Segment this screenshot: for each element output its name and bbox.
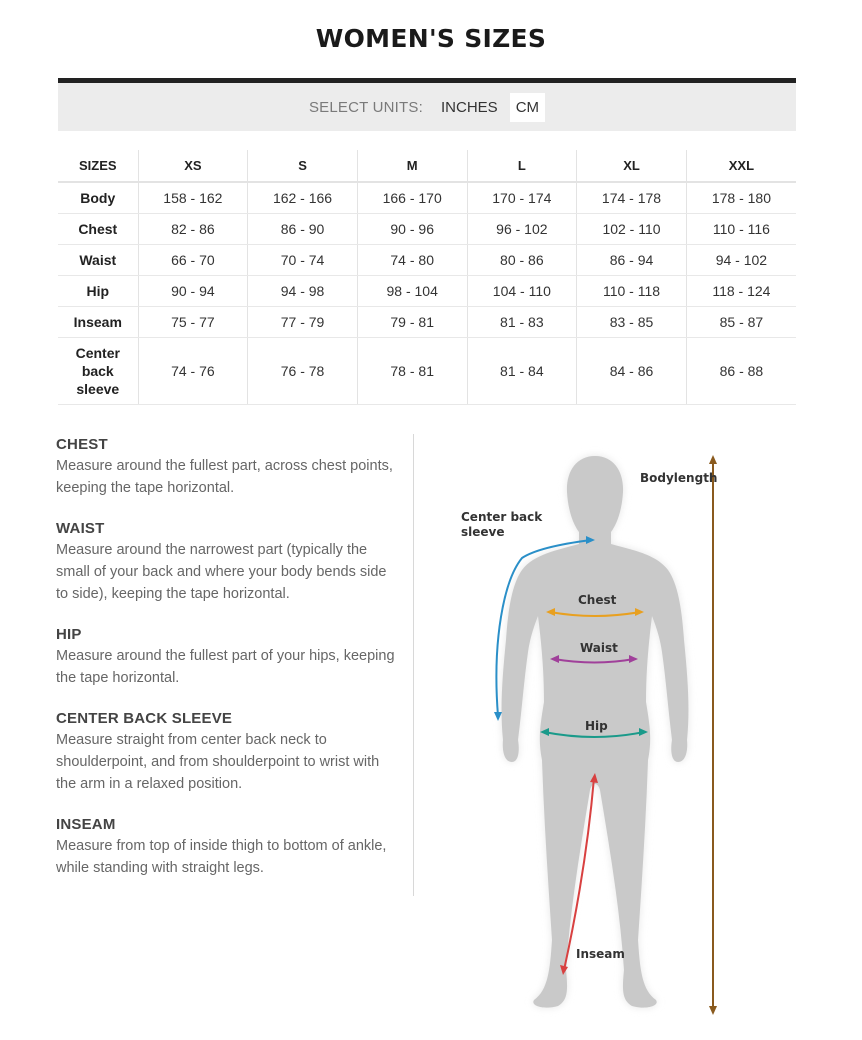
- bodylength-label: Bodylength: [640, 471, 718, 485]
- guide-text: Measure straight from center back neck to shoulderpoint, and from shoulderpoint to wrist with the arm in a relaxed position.: [56, 732, 380, 792]
- table-cell: 66 - 70: [138, 244, 248, 275]
- inseam-label: Inseam: [576, 947, 625, 961]
- sleeve-label-line1: Center back: [461, 510, 543, 524]
- table-row: [58, 213, 796, 244]
- table-cell: 110 - 116: [686, 213, 796, 244]
- header-cell: S: [248, 150, 358, 182]
- size-table-header: [58, 150, 796, 182]
- table-cell: 77 - 79: [248, 306, 358, 337]
- table-cell: 90 - 96: [357, 213, 467, 244]
- guide-text: Measure around the fullest part of your hips, keeping the tape horizontal.: [56, 648, 395, 686]
- table-cell: 166 - 170: [357, 182, 467, 213]
- body-figure-svg: [430, 440, 760, 1030]
- row-label: Hip: [58, 275, 138, 306]
- row-label-line: sleeve: [76, 380, 120, 397]
- table-cell: 94 - 98: [248, 275, 358, 306]
- section-divider: [413, 434, 414, 896]
- table-row: [58, 337, 796, 404]
- table-cell: 94 - 102: [686, 244, 796, 275]
- table-cell: 74 - 80: [357, 244, 467, 275]
- table-cell: 84 - 86: [577, 337, 687, 404]
- guide-inseam: [56, 815, 396, 879]
- row-label: Chest: [58, 213, 138, 244]
- table-cell: 102 - 110: [577, 213, 687, 244]
- table-cell: 81 - 83: [467, 306, 577, 337]
- guide-title: WAIST: [56, 520, 105, 537]
- table-row: [58, 275, 796, 306]
- guide-title: INSEAM: [56, 816, 116, 833]
- sleeve-arrowhead-wrist: [494, 712, 502, 721]
- unit-option-inches[interactable]: INCHES: [441, 98, 498, 116]
- guide-title: CHEST: [56, 436, 108, 453]
- guide-text: Measure around the fullest part, across chest points, keeping the tape horizontal.: [56, 458, 393, 496]
- measurement-guide: [56, 435, 396, 899]
- table-cell: 86 - 88: [686, 337, 796, 404]
- header-cell: XXL: [686, 150, 796, 182]
- table-cell: 83 - 85: [577, 306, 687, 337]
- table-cell: 90 - 94: [138, 275, 248, 306]
- table-cell: 158 - 162: [138, 182, 248, 213]
- table-cell: 82 - 86: [138, 213, 248, 244]
- table-row: [58, 182, 796, 213]
- units-label: SELECT UNITS:: [308, 98, 423, 116]
- bodylength-arrowhead-bottom: [709, 1006, 717, 1015]
- table-cell: 98 - 104: [357, 275, 467, 306]
- table-cell: 110 - 118: [577, 275, 687, 306]
- waist-label: Waist: [580, 641, 618, 655]
- guide-chest: [56, 435, 396, 499]
- page-title: WOMEN'S SIZES: [315, 24, 547, 53]
- table-row: [58, 306, 796, 337]
- row-label: Body: [58, 182, 138, 213]
- guide-text: Measure around the narrowest part (typically the small of your back and where your body bends side to side), keeping the tape horizontal.: [56, 542, 387, 602]
- guide-title: HIP: [56, 626, 82, 643]
- row-label: [58, 337, 138, 404]
- header-cell: XS: [138, 150, 248, 182]
- table-cell: 80 - 86: [467, 244, 577, 275]
- body-measurement-figure: [430, 440, 760, 1030]
- table-cell: 104 - 110: [467, 275, 577, 306]
- table-cell: 76 - 78: [248, 337, 358, 404]
- table-cell: 70 - 74: [248, 244, 358, 275]
- table-row: [58, 244, 796, 275]
- size-table: [58, 150, 796, 405]
- table-cell: 174 - 178: [577, 182, 687, 213]
- unit-selector-bar: [58, 83, 796, 131]
- header-cell: SIZES: [58, 150, 138, 182]
- header-cell: XL: [577, 150, 687, 182]
- chest-label: Chest: [578, 593, 617, 607]
- sleeve-label-line2: sleeve: [461, 525, 505, 539]
- table-cell: 79 - 81: [357, 306, 467, 337]
- table-cell: 75 - 77: [138, 306, 248, 337]
- row-label: Inseam: [58, 306, 138, 337]
- row-label-line: back: [81, 362, 114, 379]
- unit-option-cm[interactable]: CM: [510, 93, 545, 122]
- table-cell: 86 - 94: [577, 244, 687, 275]
- table-cell: 86 - 90: [248, 213, 358, 244]
- header-cell: L: [467, 150, 577, 182]
- table-cell: 118 - 124: [686, 275, 796, 306]
- guide-text: Measure from top of inside thigh to bottom of ankle, while standing with straight legs.: [56, 838, 387, 876]
- table-cell: 78 - 81: [357, 337, 467, 404]
- header-cell: M: [357, 150, 467, 182]
- table-cell: 85 - 87: [686, 306, 796, 337]
- table-cell: 170 - 174: [467, 182, 577, 213]
- row-label: Waist: [58, 244, 138, 275]
- table-cell: 178 - 180: [686, 182, 796, 213]
- table-cell: 96 - 102: [467, 213, 577, 244]
- table-cell: 162 - 166: [248, 182, 358, 213]
- hip-label: Hip: [585, 719, 608, 733]
- row-label-line: Center: [75, 344, 120, 361]
- guide-hip: [56, 625, 396, 689]
- table-cell: 81 - 84: [467, 337, 577, 404]
- table-cell: 74 - 76: [138, 337, 248, 404]
- guide-title: CENTER BACK SLEEVE: [56, 710, 233, 727]
- guide-waist: [56, 519, 396, 605]
- bodylength-arrowhead-top: [709, 455, 717, 464]
- guide-center-back-sleeve: [56, 709, 396, 795]
